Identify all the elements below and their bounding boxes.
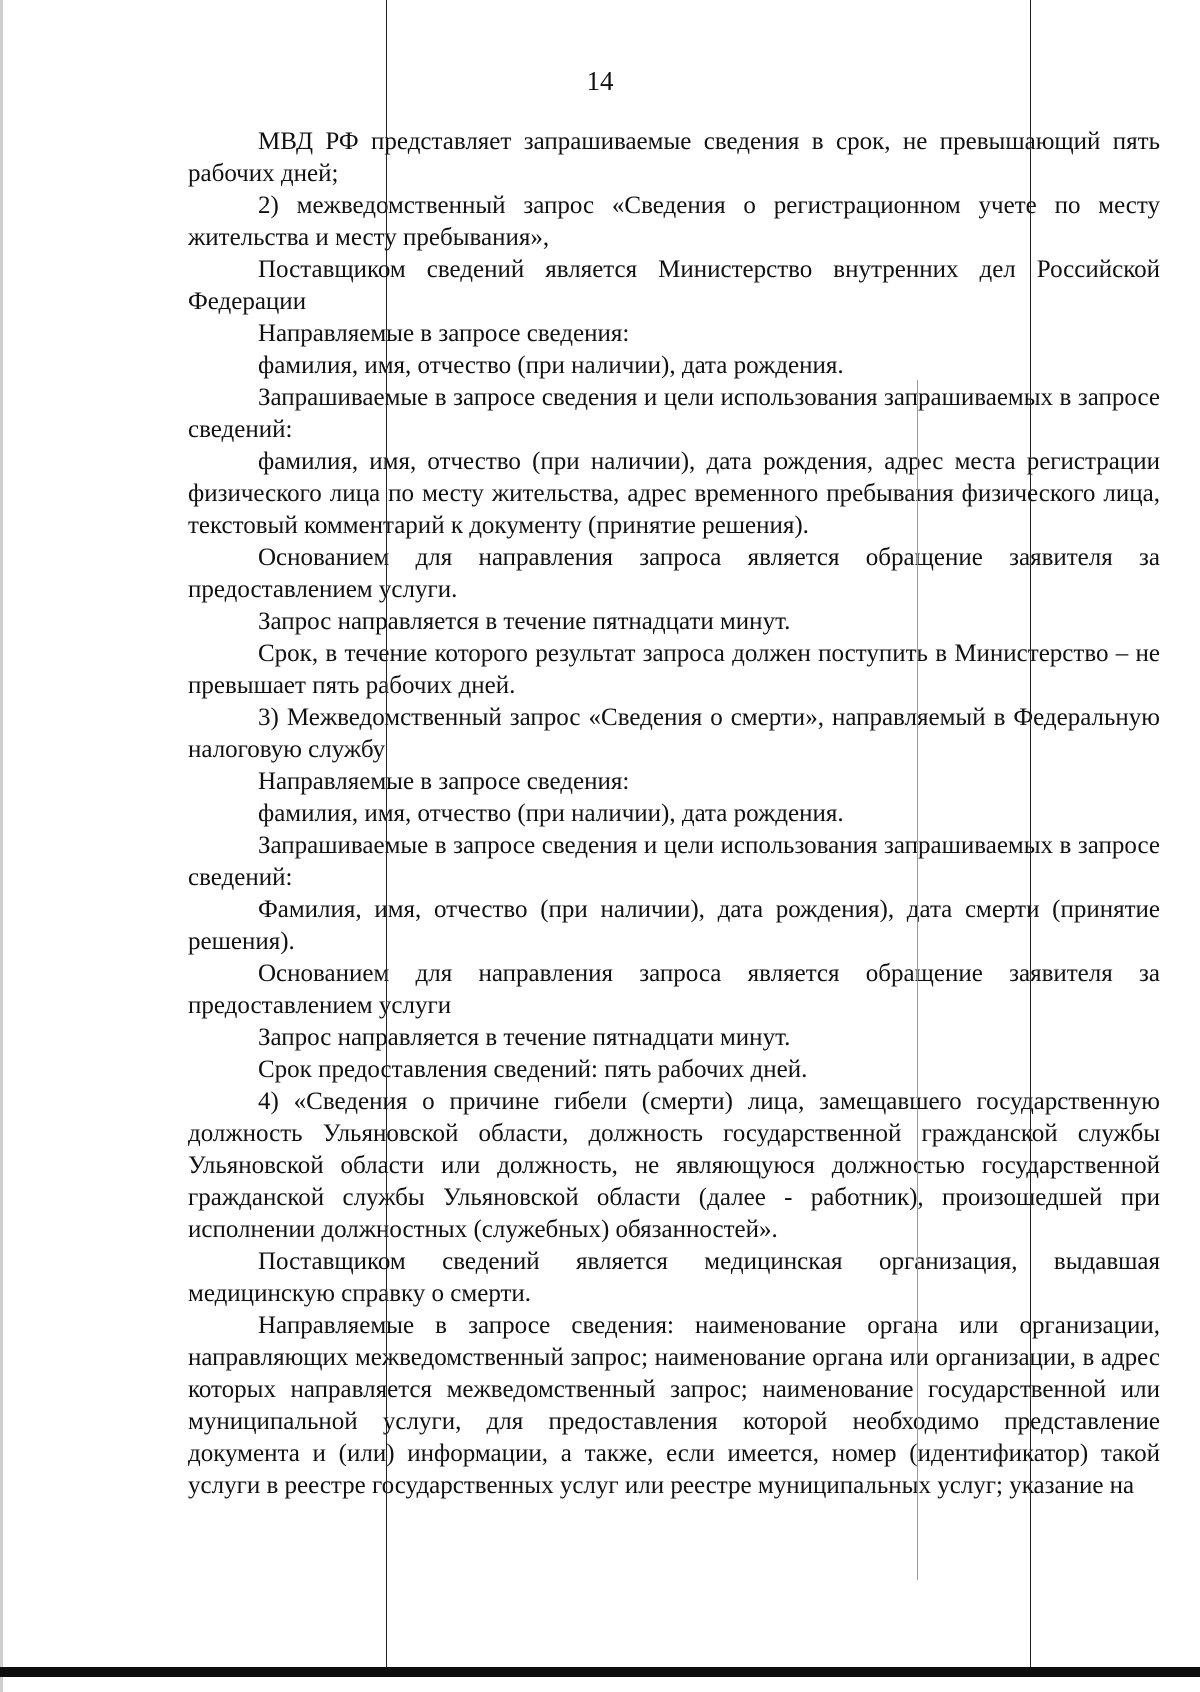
page-number: 14: [586, 66, 614, 96]
paragraph: Срок, в течение которого результат запроса должен поступить в Министерство – не превышает пять рабочих дней.: [188, 640, 1160, 699]
paragraph: Направляемые в запросе сведения:: [258, 320, 630, 347]
paragraph: фамилия, имя, отчество (при наличии), дата рождения.: [258, 352, 844, 379]
paragraph: Направляемые в запросе сведения: наименование органа или организации, направляющих межведомственный запрос; наименование органа или организации, в адрес которых направляется межведомственный запрос; наименование государственной или муниципальной услуги, для предоставления которой необходимо представление документа и (или) информации, а также, если имеется, номер (идентификатор) такой услуги в реестре государственных услуг или реестре муниципальных услуг; указание на: [188, 1312, 1160, 1499]
paragraph: 2) межведомственный запрос «Сведения о регистрационном учете по месту жительства и месту пребывания»,: [188, 192, 1160, 251]
paragraph: Запрашиваемые в запросе сведения и цели использования запрашиваемых в запросе сведений:: [188, 384, 1160, 443]
paragraph: МВД РФ представляет запрашиваемые сведения в срок, не превышающий пять рабочих дней;: [188, 128, 1160, 187]
paragraph: Запрашиваемые в запросе сведения и цели использования запрашиваемых в запросе сведений:: [188, 832, 1160, 891]
scan-left-edge: [0, 0, 3, 1692]
paragraph: Запрос направляется в течение пятнадцати минут.: [258, 1024, 791, 1051]
paragraph: Основанием для направления запроса является обращение заявителя за предоставлением услуги.: [188, 544, 1160, 603]
scan-fold-line: [386, 0, 387, 1667]
paragraph: Поставщиком сведений является медицинская организация, выдавшая медицинскую справку о смерти.: [188, 1248, 1160, 1307]
paragraph: 4) «Сведения о причине гибели (смерти) лица, замещавшего государственную должность Ульяновской области, должность государственной гражданской службы Ульяновской области или должность, не являющуюся должностью государственной гражданской службы Ульяновской области (далее - работник), произошедшей при исполнении должностных (служебных) обязанностей».: [188, 1088, 1160, 1243]
paragraph: Запрос направляется в течение пятнадцати минут.: [258, 608, 791, 635]
paragraph: Фамилия, имя, отчество (при наличии), дата рождения), дата смерти (принятие решения).: [188, 896, 1160, 955]
paragraph: Поставщиком сведений является Министерство внутренних дел Российской Федерации: [188, 256, 1160, 315]
paragraph: Направляемые в запросе сведения:: [258, 768, 630, 795]
paragraph: фамилия, имя, отчество (при наличии), дата рождения.: [258, 800, 844, 827]
paragraph: Основанием для направления запроса является обращение заявителя за предоставлением услуги: [188, 960, 1160, 1019]
scan-fold-line: [1030, 0, 1031, 1667]
paragraph: 3) Межведомственный запрос «Сведения о смерти», направляемый в Федеральную налоговую службу: [188, 704, 1160, 763]
document-body: [188, 126, 1160, 1502]
paragraph: Срок предоставления сведений: пять рабочих дней.: [258, 1056, 808, 1083]
scan-fold-line: [917, 380, 918, 1580]
paragraph: фамилия, имя, отчество (при наличии), дата рождения, адрес места регистрации физического лица по месту жительства, адрес временного пребывания физического лица, текстовый комментарий к документу (принятие решения).: [188, 448, 1160, 539]
scan-bottom-edge: [0, 1667, 1200, 1677]
